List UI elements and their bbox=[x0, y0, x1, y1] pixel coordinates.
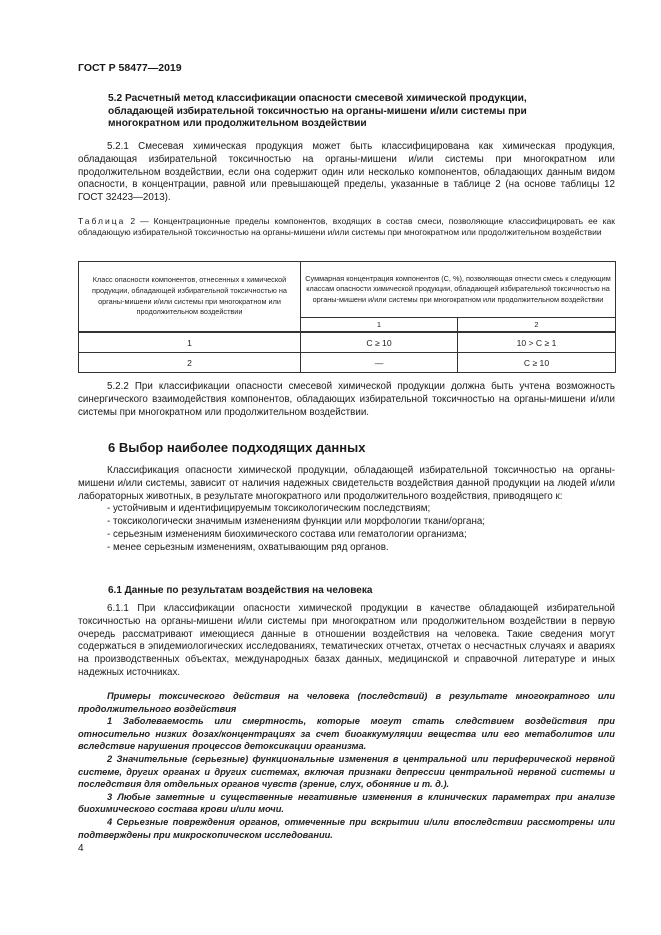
list-item: - токсикологически значимым изменениям функции или морфологии ткани/органа; bbox=[107, 516, 486, 528]
example-item: 4 Серьезные повреждения органов, отмеченные при вскрытии и/или впоследствии рассмотрены или подтверждены при микроскопическом исследовании. bbox=[78, 816, 615, 840]
section-6-1-heading: 6.1 Данные по результатам воздействия на человека bbox=[108, 585, 373, 596]
section-6-intro: Классификация опасности химической продукции, обладающей избирательной токсичностью на органы-мишени и/или системы, зависит от наличия надежных свидетельств воздействия данной продукции на людей и/или лабораторных животных, в результате многократного или продолжительного воздействия, приводящего к: bbox=[78, 465, 615, 502]
page-number: 4 bbox=[78, 843, 84, 854]
table-header-concentration: Суммарная концентрация компонентов (С, %), позволяющая отнести смесь к следующим классам опасности химической продукции, обладающей избирательной токсичностью на органы-мишени и/или системы при многократном или продолжительном воздействии bbox=[301, 262, 616, 318]
paragraph-5-2-1: 5.2.1 Смесевая химическая продукция может быть классифицирована как химическая продукция, обладающая избирательной токсичностью на органы-мишени и/или системы при многократном или продолжительном воздействии, если она содержит один или несколько компонентов, обладающих данным видом опасности, в концентрации, равной или превышающей пределы, указанные в таблице 2 (на основе таблицы 12 ГОСТ 32423—2013). bbox=[78, 141, 615, 204]
table-cell-c2: С ≥ 10 bbox=[458, 353, 616, 373]
list-item: - менее серьезным изменениям, охватывающим ряд органов. bbox=[107, 541, 389, 553]
table-subheader-2: 2 bbox=[458, 318, 616, 333]
section-5-2-heading: 5.2 Расчетный метод классификации опасности смесевой химической продукции, обладающей избирательной токсичностью на органы-мишени и/или системы при многократном или продолжительном воздействии bbox=[108, 93, 527, 130]
table-cell-c1: С ≥ 10 bbox=[301, 332, 458, 353]
paragraph-5-2-2: 5.2.2 При классификации опасности смесевой химической продукции должна быть учтена возможность синергического взаимодействия компонентов, обладающих избирательной токсичностью на органы-мишени и/или системы при многократном или продолжительном воздействии. bbox=[78, 381, 615, 418]
table-cell-c2: 10 > С ≥ 1 bbox=[458, 332, 616, 353]
section-6-heading: 6 Выбор наиболее подходящих данных bbox=[108, 440, 366, 455]
document-header: ГОСТ Р 58477—2019 bbox=[78, 62, 182, 74]
table-cell-class: 1 bbox=[79, 332, 301, 353]
example-item: 2 Значительные (серьезные) функциональные изменения в центральной или периферической нервной системе, других органах и других системах, включая признаки депрессии центральной нервной системы и последствия для отдельных органов чувств (зрение, слух, обоняние и т. д.). bbox=[78, 753, 615, 790]
examples-block bbox=[78, 690, 615, 841]
table-cell-class: 2 bbox=[79, 353, 301, 373]
table-caption-text: 2 — Концентрационные пределы компонентов, входящих в состав смеси, позволяющие классифицировать ее как обладающую избирательной токсичностью на органы-мишени и/или системы при многократном или продолжительном воздействии bbox=[78, 216, 615, 238]
table-caption-label: Таблица bbox=[78, 216, 126, 226]
table-caption bbox=[78, 216, 615, 238]
table-subheader-1: 1 bbox=[301, 318, 458, 333]
table-cell-c1: — bbox=[301, 353, 458, 373]
concentration-limits-table bbox=[78, 261, 616, 373]
examples-title: Примеры токсического действия на человека (последствий) в результате многократного или продолжительного воздействия bbox=[78, 691, 615, 714]
example-item: 1 Заболеваемость или смертность, которые могут стать следствием воздействия при относительно низких дозах/концентрациях за счет биоаккумуляции вещества или его метаболитов или вследствие нарушения процессов детоксикации организма. bbox=[78, 716, 615, 752]
table-row bbox=[79, 332, 616, 353]
table-row bbox=[79, 353, 616, 373]
list-item: - серьезным изменениям биохимического состава или гематологии организма; bbox=[107, 528, 467, 540]
table-header-class: Класс опасности компонентов, отнесенных к химической продукции, обладающей избирательной токсичностью на органы-мишени и/или системы при многократном или продолжительном воздействии bbox=[79, 262, 301, 333]
paragraph-6-1-1: 6.1.1 При классификации опасности химической продукции в качестве обладающей избирательной токсичностью на органы-мишени и/или системы при многократном или продолжительном воздействии в первую очередь рассматривают имеющиеся данные в отношении воздействия на человека. Такие сведения могут содержаться в эпидемиологических исследованиях, тематических отчетах, отчетах о несчастных случаях и авариях на производственных объектах, международных базах данных, медицинской и справочной литературе и иных надежных источниках. bbox=[78, 603, 615, 678]
list-item: - устойчивым и идентифицируемым токсикологическим последствиям; bbox=[107, 503, 431, 515]
section-6-body bbox=[78, 465, 615, 555]
example-item: 3 Любые заметные и существенные негативные изменения в клинических параметрах при анализе биохимического состава крови и/или мочи. bbox=[78, 791, 615, 815]
